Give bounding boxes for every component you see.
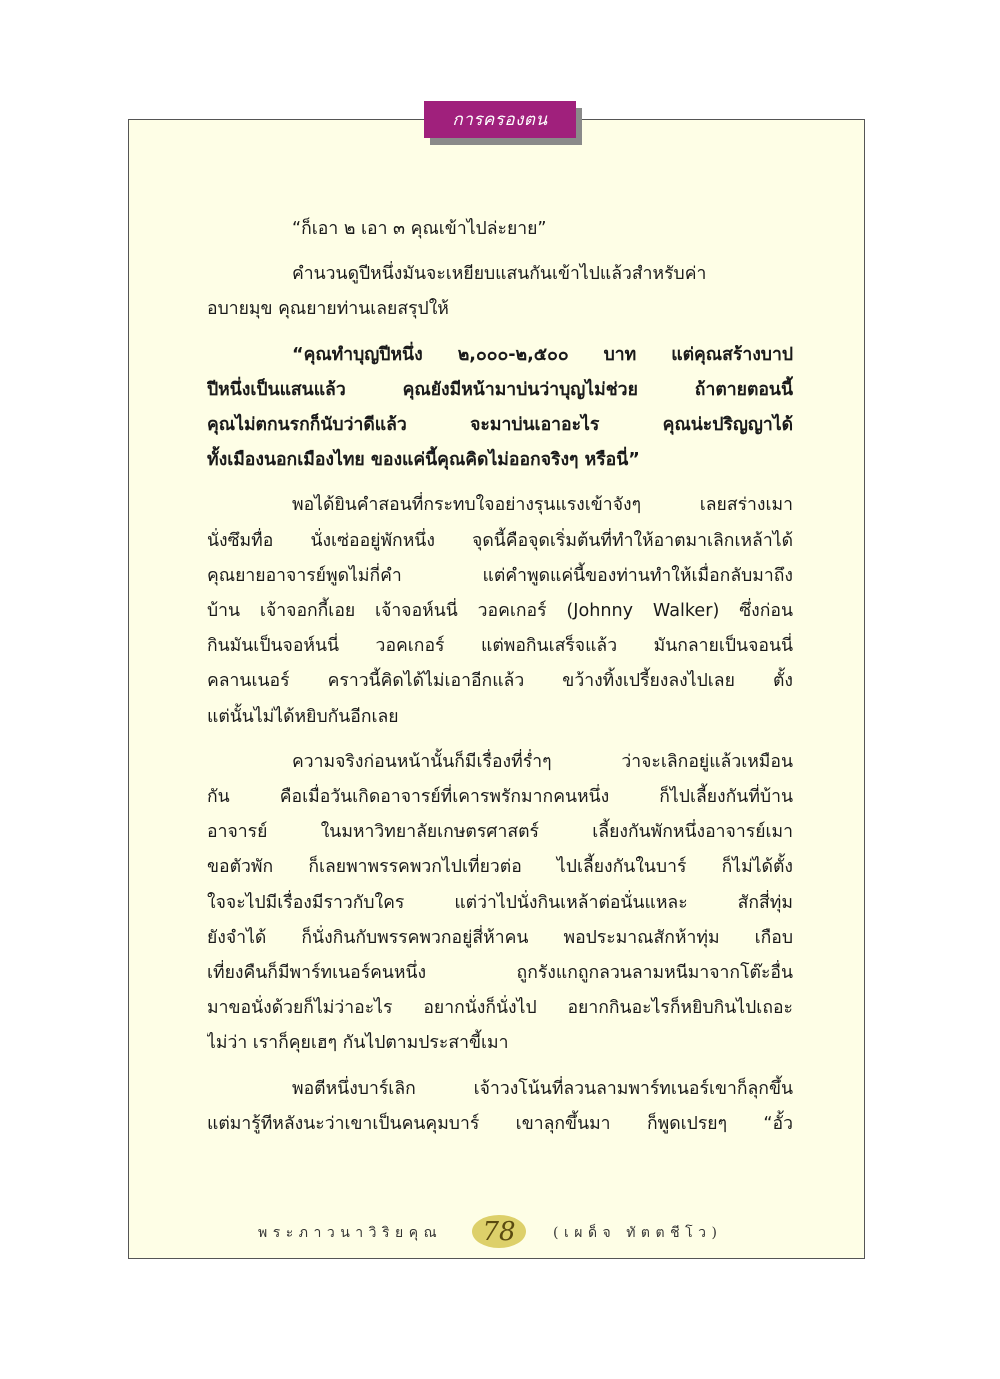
p3-line: นั่งซึมทื่อ นั่งเซ่ออยู่พักหนึ่ง จุดนี้คือจุดเริ่มต้นที่ทำให้อาตมาเลิกเหล้าได้: [207, 530, 793, 551]
p4-line: ยังจำได้ ก็นั่งกินกับพรรคพวกอยู่สี่ห้าคน พอประมาณสักห้าทุ่ม เกือบ: [207, 927, 793, 948]
p2-line: คำนวนดูปีหนึ่งมันจะเหยียบแสนกันเข้าไปแล้วสำหรับค่า: [292, 264, 707, 285]
p4-line: อาจารย์ ในมหาวิทยาลัยเกษตรศาสตร์ เลี้ยงกันพักหนึ่งอาจารย์เมา: [207, 822, 793, 843]
p4-line: ความจริงก่อนหน้านั้นก็มีเรื่องที่ร่ำๆ ว่าจะเลิกอยู่แล้วเหมือน: [292, 751, 793, 772]
body-text: [207, 212, 793, 1142]
paragraph-5: [207, 1072, 793, 1142]
p4-line: กัน คือเมื่อวันเกิดอาจารย์ที่เคารพรักมากคนหนึ่ง ก็ไปเลี้ยงกันที่บ้าน: [207, 787, 793, 808]
p5-line: แต่มารู้ทีหลังนะว่าเขาเป็นคนคุมบาร์ เขาลุกขึ้นมา ก็พูดเปรยๆ “อั้ว: [207, 1113, 793, 1134]
paragraph-2: [207, 257, 793, 327]
p4-line: เที่ยงคืนก็มีพาร์ทเนอร์คนหนึ่ง ถูกรังแกถูกลวนลามหนีมาจากโต๊ะอื่น: [207, 963, 793, 984]
p1-line: “ก็เอา ๒ เอา ๓ คุณเข้าไปล่ะยาย”: [292, 219, 547, 239]
p3-line: บ้าน เจ้าจอกกี้เอย เจ้าจอห์นนี่ วอคเกอร์ (Johnny Walker) ซึ่งก่อน: [207, 601, 793, 622]
quote-line: ทั้งเมืองนอกเมืองไทย ของแค่นี้คุณคิดไม่ออกจริงๆ หรือนี่”: [207, 450, 640, 471]
p3-line: กินมันเป็นจอห์นนี่ วอคเกอร์ แต่พอกินเสร็จแล้ว มันกลายเป็นจอนนี่: [207, 636, 793, 657]
paragraph-4: [207, 745, 793, 1062]
page-footer: [128, 1215, 865, 1255]
quote-line: ปีหนึ่งเป็นแสนแล้ว คุณยังมีหน้ามาบ่นว่าบุญไม่ช่วย ถ้าตายตอนนี้: [207, 379, 793, 400]
p4-line: ใจจะไปมีเรื่องมีราวกับใคร แต่ว่าไปนั่งกินเหล้าต่อนั่นแหละ สักสี่ทุ่ม: [207, 892, 793, 913]
p3-line: คุณยายอาจารย์พูดไม่กี่คำ แต่คำพูดแค่นี้ของท่านทำให้เมื่อกลับมาถึง: [207, 565, 793, 586]
p4-line: มาขอนั่งด้วยก็ไม่ว่าอะไร อยากนั่งก็นั่งไป อยากกินอะไรก็หยิบกินไปเถอะ: [207, 998, 793, 1019]
section-tab: การครองตน: [424, 101, 576, 138]
p2-line: อบายมุข คุณยายท่านเลยสรุปให้: [207, 299, 449, 320]
p5-line: พอตีหนึ่งบาร์เลิก เจ้าวงโน้นที่ลวนลามพาร์ทเนอร์เขาก็ลุกขึ้น: [292, 1078, 793, 1099]
p3-line: พอได้ยินคำสอนที่กระทบใจอย่างรุนแรงเข้าจังๆ เลยสร่างเมา: [292, 495, 793, 516]
quote-block: [207, 338, 793, 479]
paragraph-3: [207, 488, 793, 734]
p3-line: คลานเนอร์ คราวนี้คิดได้ไม่เอาอีกแล้ว ขว้างทิ้งเปรี้ยงลงไปเลย ตั้ง: [207, 671, 793, 692]
quote-line: คุณไม่ตกนรกก็นับว่าดีแล้ว จะมาบ่นเอาอะไร คุณน่ะปริญญาได้: [207, 415, 793, 436]
footer-author: (เผด็จ ทัตตชีโว): [553, 1225, 723, 1241]
p3-line: แต่นั้นไม่ได้หยิบกันอีกเลย: [207, 706, 399, 727]
page-number: 78: [482, 1216, 516, 1247]
p4-line: ไม่ว่า เราก็คุยเฮๆ กันไปตามประสาขี้เมา: [207, 1033, 509, 1054]
quote-line: “คุณทำบุญปีหนึ่ง ๒,๐๐๐-๒,๕๐๐ บาท แต่คุณสร้างบาป: [292, 344, 793, 365]
p4-line: ขอตัวพัก ก็เลยพาพรรคพวกไปเที่ยวต่อ ไปเลี้ยงกันในบาร์ ก็ไม่ได้ตั้ง: [207, 857, 793, 878]
footer-book-title: พระภาวนาวิริยคุณ: [258, 1225, 443, 1241]
